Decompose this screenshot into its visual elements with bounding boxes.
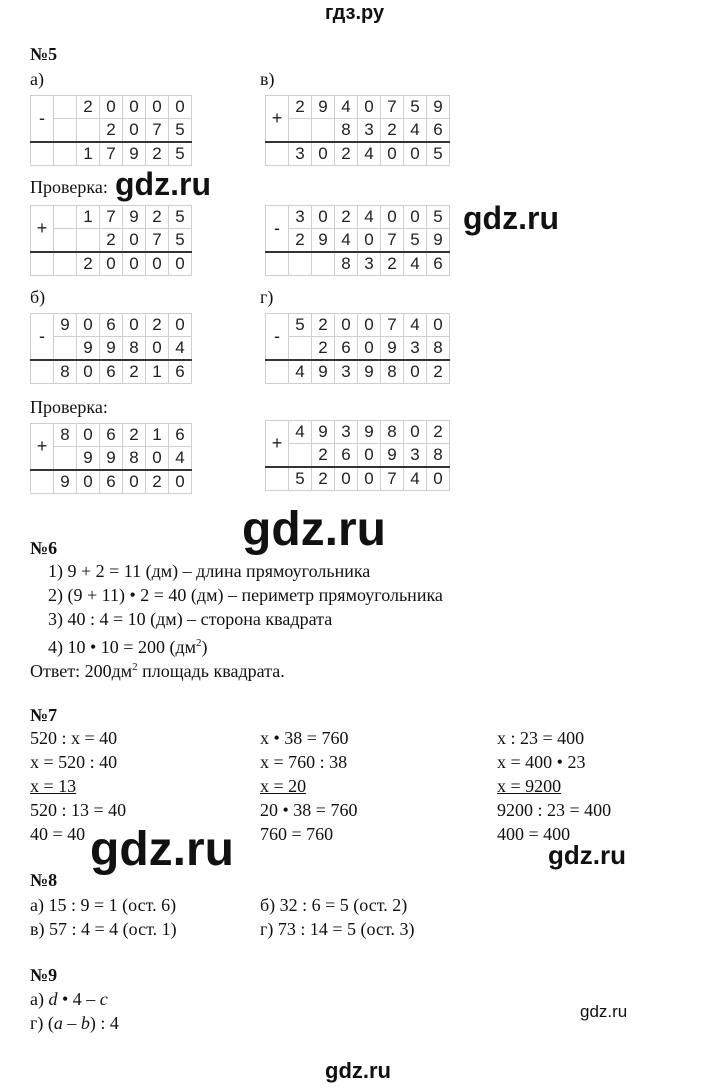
digit-cell: 9 xyxy=(312,421,335,444)
digit-cell: 6 xyxy=(100,470,123,494)
operator-cell: - xyxy=(266,314,289,361)
digit-cell xyxy=(54,206,77,229)
digit-cell: 2 xyxy=(146,470,169,494)
digit-cell: 9 xyxy=(381,337,404,361)
digit-cell xyxy=(54,119,77,143)
digit-cell xyxy=(54,96,77,119)
digit-cell: 9 xyxy=(312,96,335,119)
label-b: б) xyxy=(30,287,46,307)
task-7-result: x = 13 xyxy=(30,776,77,796)
digit-cell: 9 xyxy=(358,421,381,444)
task-7-eq: x = 400 • 23 xyxy=(497,752,586,772)
digit-cell: 9 xyxy=(358,360,381,384)
calc-row xyxy=(266,96,450,119)
digit-cell: 3 xyxy=(358,119,381,143)
digit-cell: 9 xyxy=(427,229,450,253)
task-9-g: г) (a – b) : 4 xyxy=(30,1013,119,1033)
digit-cell: 0 xyxy=(146,447,169,471)
digit-cell: 0 xyxy=(169,96,192,119)
digit-cell: 3 xyxy=(335,360,358,384)
digit-cell: 7 xyxy=(381,467,404,491)
digit-cell: 8 xyxy=(381,421,404,444)
calc-row xyxy=(266,252,450,276)
calc-row xyxy=(266,337,450,361)
calc-g xyxy=(265,313,450,384)
digit-cell: 1 xyxy=(146,424,169,447)
digit-cell: 2 xyxy=(146,206,169,229)
digit-cell: 5 xyxy=(289,314,312,337)
digit-cell: 9 xyxy=(123,206,146,229)
digit-cell xyxy=(77,229,100,253)
digit-cell: 4 xyxy=(169,337,192,361)
digit-cell: 2 xyxy=(312,444,335,468)
digit-cell: 4 xyxy=(289,421,312,444)
task-7-check: 520 : 13 = 40 xyxy=(30,800,127,820)
digit-cell: 8 xyxy=(335,119,358,143)
digit-cell: 3 xyxy=(404,337,427,361)
operator-cell: + xyxy=(31,424,54,471)
digit-cell: 5 xyxy=(169,229,192,253)
digit-cell: 9 xyxy=(77,447,100,471)
watermark: gdz.ru xyxy=(325,1058,391,1083)
digit-cell: 2 xyxy=(100,119,123,143)
calc-row xyxy=(31,252,192,276)
digit-cell: 6 xyxy=(100,314,123,337)
digit-cell: 6 xyxy=(100,424,123,447)
digit-cell: 8 xyxy=(427,337,450,361)
operator-cell: + xyxy=(266,421,289,468)
digit-cell: 0 xyxy=(358,467,381,491)
task-7-eq: x = 760 : 38 xyxy=(260,752,348,772)
operator-cell xyxy=(266,467,289,491)
calc-row xyxy=(266,119,450,143)
operator-cell xyxy=(266,252,289,276)
digit-cell xyxy=(312,252,335,276)
digit-cell: 4 xyxy=(335,96,358,119)
digit-cell xyxy=(54,337,77,361)
calc-row xyxy=(31,424,192,447)
digit-cell: 6 xyxy=(335,337,358,361)
calc-row xyxy=(266,206,450,229)
watermark: gdz.ru xyxy=(580,1002,628,1021)
digit-cell xyxy=(289,119,312,143)
digit-cell: 6 xyxy=(427,252,450,276)
digit-cell: 7 xyxy=(381,314,404,337)
digit-cell: 4 xyxy=(404,314,427,337)
task-7-header: №7 xyxy=(30,705,58,725)
task-8-v: в) 57 : 4 = 4 (ост. 1) xyxy=(30,919,177,939)
digit-cell: 2 xyxy=(427,421,450,444)
calc-b-check xyxy=(30,423,192,494)
digit-cell: 0 xyxy=(404,360,427,384)
digit-cell: 0 xyxy=(123,252,146,276)
digit-cell: 0 xyxy=(123,229,146,253)
digit-cell: 0 xyxy=(146,96,169,119)
digit-cell: 5 xyxy=(169,142,192,166)
digit-cell: 4 xyxy=(358,206,381,229)
digit-cell: 0 xyxy=(77,314,100,337)
digit-cell xyxy=(54,142,77,166)
task-7-check: 20 • 38 = 760 xyxy=(260,800,358,820)
operator-cell: - xyxy=(31,96,54,143)
calc-row xyxy=(31,470,192,494)
calc-v-check xyxy=(265,205,450,276)
operator-cell: + xyxy=(31,206,54,253)
digit-cell: 5 xyxy=(169,206,192,229)
task-9-header: №9 xyxy=(30,965,58,985)
digit-cell: 2 xyxy=(335,142,358,166)
digit-cell xyxy=(312,119,335,143)
digit-cell: 0 xyxy=(77,424,100,447)
digit-cell: 0 xyxy=(381,206,404,229)
label-v: в) xyxy=(260,69,275,89)
calc-row xyxy=(31,119,192,143)
digit-cell: 0 xyxy=(100,96,123,119)
task-7-result: x = 9200 xyxy=(497,776,562,796)
digit-cell: 1 xyxy=(77,142,100,166)
calc-row xyxy=(31,206,192,229)
operator-cell xyxy=(266,360,289,384)
digit-cell: 7 xyxy=(381,229,404,253)
calc-row xyxy=(266,142,450,166)
digit-cell: 2 xyxy=(312,337,335,361)
task-7-eq: x : 23 = 400 xyxy=(497,728,585,748)
digit-cell: 3 xyxy=(358,252,381,276)
digit-cell: 0 xyxy=(404,421,427,444)
digit-cell: 2 xyxy=(289,96,312,119)
digit-cell: 5 xyxy=(427,206,450,229)
task-8-header: №8 xyxy=(30,870,58,890)
digit-cell: 0 xyxy=(123,314,146,337)
check-label-1: Проверка: xyxy=(30,177,108,197)
digit-cell: 0 xyxy=(427,314,450,337)
digit-cell: 8 xyxy=(427,444,450,468)
digit-cell: 4 xyxy=(404,119,427,143)
digit-cell: 2 xyxy=(312,314,335,337)
calc-a xyxy=(30,95,192,166)
digit-cell: 2 xyxy=(123,424,146,447)
calc-row xyxy=(31,447,192,471)
digit-cell: 2 xyxy=(146,314,169,337)
digit-cell: 8 xyxy=(381,360,404,384)
calc-row xyxy=(31,337,192,361)
digit-cell: 8 xyxy=(123,337,146,361)
task-6-step-3: 3) 40 : 4 = 10 (дм) – сторона квадрата xyxy=(48,609,333,629)
digit-cell xyxy=(289,337,312,361)
digit-cell: 2 xyxy=(100,229,123,253)
task-8-a: а) 15 : 9 = 1 (ост. 6) xyxy=(30,895,177,915)
digit-cell: 0 xyxy=(123,96,146,119)
digit-cell: 0 xyxy=(404,206,427,229)
digit-cell: 0 xyxy=(427,467,450,491)
watermark: gdz.ru xyxy=(115,166,211,202)
calc-row xyxy=(266,229,450,253)
digit-cell: 9 xyxy=(312,360,335,384)
digit-cell: 0 xyxy=(123,119,146,143)
digit-cell: 8 xyxy=(335,252,358,276)
task-7-eq: x = 520 : 40 xyxy=(30,752,118,772)
digit-cell: 9 xyxy=(312,229,335,253)
digit-cell: 2 xyxy=(427,360,450,384)
digit-cell: 9 xyxy=(381,444,404,468)
task-6-step-4: 4) 10 • 10 = 200 $(дм^2)$ xyxy=(48,637,208,657)
digit-cell: 7 xyxy=(146,119,169,143)
calc-row xyxy=(266,467,450,491)
digit-cell: 0 xyxy=(358,229,381,253)
digit-cell: 9 xyxy=(123,142,146,166)
digit-cell: 2 xyxy=(381,252,404,276)
digit-cell: 0 xyxy=(312,206,335,229)
digit-cell: 6 xyxy=(169,424,192,447)
digit-cell: 9 xyxy=(54,314,77,337)
calc-v xyxy=(265,95,450,166)
task-6-header: №6 xyxy=(30,538,58,558)
calc-row xyxy=(266,360,450,384)
digit-cell: 9 xyxy=(54,470,77,494)
task-6-step-2: 2) (9 + 11) • 2 = 40 (дм) – периметр прямоугольника xyxy=(48,585,443,605)
watermark: gdz.ru xyxy=(242,503,386,556)
check-label-2: Проверка: xyxy=(30,397,108,417)
digit-cell: 2 xyxy=(77,96,100,119)
digit-cell: 0 xyxy=(358,96,381,119)
digit-cell: 1 xyxy=(77,206,100,229)
digit-cell: 0 xyxy=(169,314,192,337)
task-7-eq: 520 : x = 40 xyxy=(30,728,118,748)
digit-cell: 7 xyxy=(100,206,123,229)
task-7-check: 9200 : 23 = 400 xyxy=(497,800,612,820)
digit-cell: 2 xyxy=(146,142,169,166)
digit-cell: 6 xyxy=(427,119,450,143)
task-8-b: б) 32 : 6 = 5 (ост. 2) xyxy=(260,895,408,915)
digit-cell: 0 xyxy=(312,142,335,166)
digit-cell: 6 xyxy=(335,444,358,468)
digit-cell: 2 xyxy=(381,119,404,143)
digit-cell: 0 xyxy=(169,470,192,494)
digit-cell: 9 xyxy=(77,337,100,361)
watermark: gdz.ru xyxy=(548,840,626,870)
digit-cell: 8 xyxy=(54,360,77,384)
digit-cell: 0 xyxy=(100,252,123,276)
digit-cell: 9 xyxy=(100,337,123,361)
calc-row xyxy=(266,314,450,337)
digit-cell: 0 xyxy=(335,314,358,337)
digit-cell: 6 xyxy=(169,360,192,384)
label-a: а) xyxy=(30,69,44,89)
digit-cell: 0 xyxy=(169,252,192,276)
label-g: г) xyxy=(260,287,274,307)
digit-cell xyxy=(289,444,312,468)
calc-b xyxy=(30,313,192,384)
operator-cell xyxy=(31,470,54,494)
digit-cell: 7 xyxy=(146,229,169,253)
digit-cell: 3 xyxy=(404,444,427,468)
digit-cell: 2 xyxy=(312,467,335,491)
digit-cell: 5 xyxy=(169,119,192,143)
task-7-check: 400 = 400 xyxy=(497,824,571,844)
digit-cell: 2 xyxy=(335,206,358,229)
operator-cell: - xyxy=(266,206,289,253)
operator-cell: + xyxy=(266,96,289,143)
calc-a-check xyxy=(30,205,192,276)
digit-cell: 3 xyxy=(289,206,312,229)
digit-cell: 9 xyxy=(100,447,123,471)
task-8-g: г) 73 : 14 = 5 (ост. 3) xyxy=(260,919,415,939)
watermark: gdz.ru xyxy=(463,200,559,236)
task-9-a: а) d • 4 – c xyxy=(30,989,108,1009)
operator-cell xyxy=(31,360,54,384)
digit-cell: 8 xyxy=(54,424,77,447)
digit-cell: 5 xyxy=(404,229,427,253)
digit-cell: 0 xyxy=(404,142,427,166)
calc-row xyxy=(31,229,192,253)
digit-cell xyxy=(54,229,77,253)
task-7-check: 760 = 760 xyxy=(260,824,334,844)
calc-row xyxy=(31,360,192,384)
digit-cell: 5 xyxy=(289,467,312,491)
digit-cell: 5 xyxy=(427,142,450,166)
digit-cell xyxy=(54,447,77,471)
digit-cell: 0 xyxy=(77,360,100,384)
task-6-step-1: 1) 9 + 2 = 11 (дм) – длина прямоугольника xyxy=(48,561,371,581)
calc-row xyxy=(266,421,450,444)
digit-cell: 2 xyxy=(289,229,312,253)
digit-cell: 4 xyxy=(289,360,312,384)
digit-cell: 4 xyxy=(335,229,358,253)
digit-cell: 2 xyxy=(77,252,100,276)
digit-cell: 0 xyxy=(381,142,404,166)
calc-row xyxy=(31,314,192,337)
site-title: гдз.ру xyxy=(325,2,385,24)
digit-cell: 0 xyxy=(358,337,381,361)
digit-cell xyxy=(289,252,312,276)
digit-cell xyxy=(77,119,100,143)
task-7-eq: x • 38 = 760 xyxy=(260,728,349,748)
digit-cell: 0 xyxy=(146,252,169,276)
digit-cell: 4 xyxy=(404,467,427,491)
task-7-check: 40 = 40 xyxy=(30,824,86,844)
calc-row xyxy=(266,444,450,468)
digit-cell: 6 xyxy=(100,360,123,384)
task-6-answer: Ответ: $200дм^2$ площадь квадрата. xyxy=(30,661,285,681)
digit-cell: 0 xyxy=(358,444,381,468)
digit-cell: 0 xyxy=(358,314,381,337)
digit-cell: 0 xyxy=(146,337,169,361)
digit-cell: 8 xyxy=(123,447,146,471)
digit-cell: 0 xyxy=(335,467,358,491)
operator-cell xyxy=(31,252,54,276)
calc-row xyxy=(31,142,192,166)
digit-cell: 5 xyxy=(404,96,427,119)
watermark: gdz.ru xyxy=(90,823,234,876)
task-7-result: x = 20 xyxy=(260,776,307,796)
digit-cell: 4 xyxy=(169,447,192,471)
digit-cell: 1 xyxy=(146,360,169,384)
digit-cell: 4 xyxy=(404,252,427,276)
digit-cell: 0 xyxy=(123,470,146,494)
digit-cell xyxy=(54,252,77,276)
digit-cell: 2 xyxy=(123,360,146,384)
digit-cell: 7 xyxy=(100,142,123,166)
task-5-header: №5 xyxy=(30,44,58,64)
digit-cell: 0 xyxy=(77,470,100,494)
operator-cell xyxy=(266,142,289,166)
digit-cell: 3 xyxy=(335,421,358,444)
operator-cell xyxy=(31,142,54,166)
operator-cell: - xyxy=(31,314,54,361)
digit-cell: 7 xyxy=(381,96,404,119)
calc-g-check xyxy=(265,420,450,491)
digit-cell: 9 xyxy=(427,96,450,119)
digit-cell: 4 xyxy=(358,142,381,166)
calc-row xyxy=(31,96,192,119)
digit-cell: 3 xyxy=(289,142,312,166)
